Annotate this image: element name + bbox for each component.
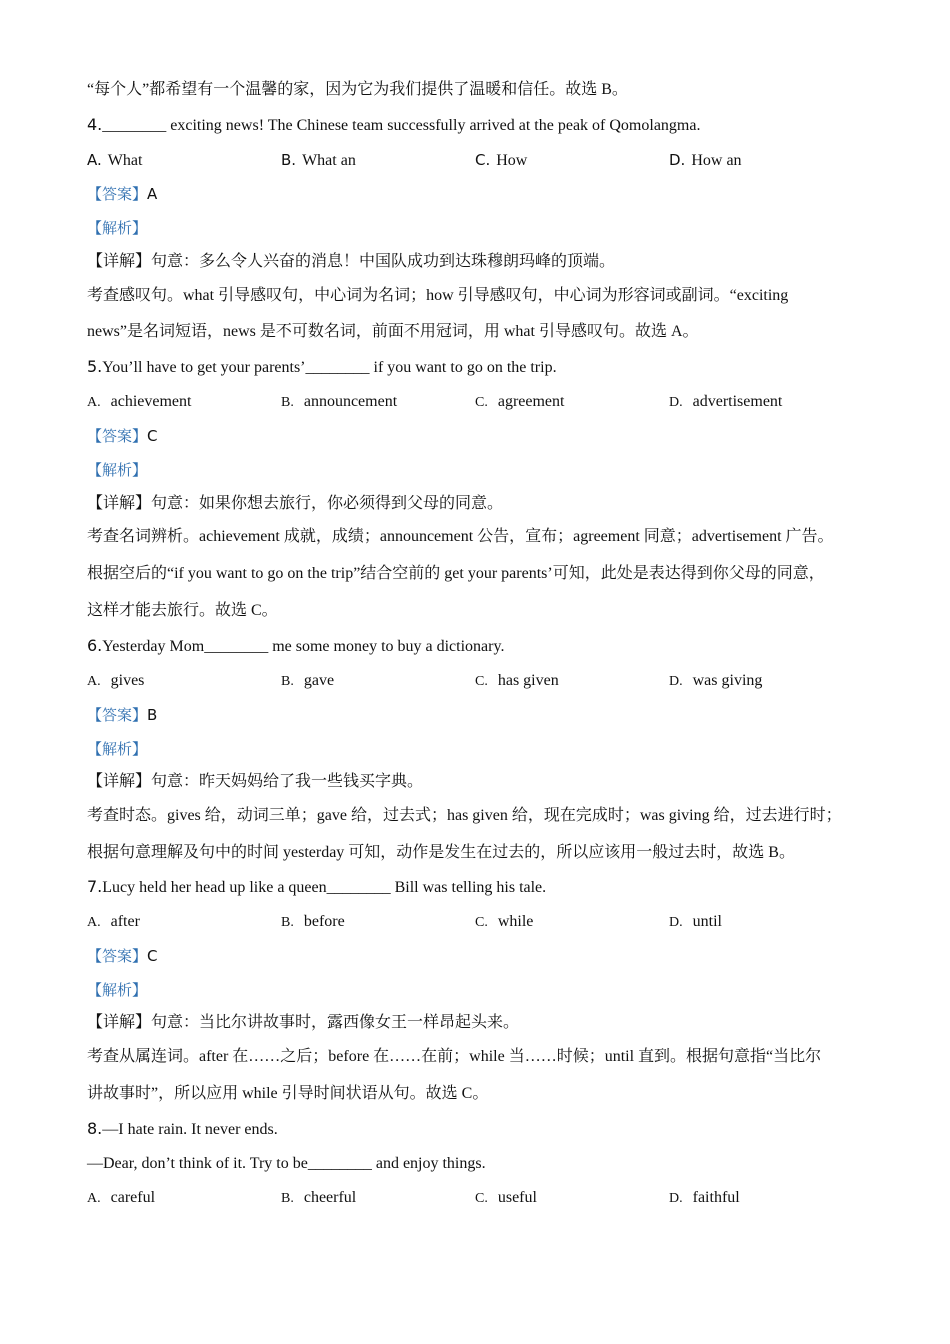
q6-detail: 【详解】句意：昨天妈妈给了我一些钱买字典。 [87, 773, 424, 790]
answer-value: A [147, 185, 158, 203]
q6-explanation-1: 考查时态。gives 给，动词三单；gave 给，过去式；has given 给，现在完成时；was giving 给，过去进行时； [87, 807, 842, 824]
question-8-stem: 8.—I hate rain. It never ends. [87, 1119, 278, 1138]
q4-explanation-1: 考查感叹句。what 引导感叹句，中心词为名词；how 引导感叹句，中心词为形容词或副词。“exciting [87, 287, 789, 304]
q4-explanation-2: news”是名词短语，news 是不可数名词，前面不用冠词，用 what 引导感叹句。故选 A。 [87, 323, 699, 340]
q6-option-c: C. has given [475, 672, 559, 689]
q5-detail: 【详解】句意：如果你想去旅行，你必须得到父母的同意。 [87, 495, 504, 512]
q8-option-a: A. careful [87, 1189, 156, 1206]
q5-explanation-2: 根据空后的“if you want to go on the trip”结合空前的 get your parents’可知，此处是表达得到你父母的同意， [87, 565, 825, 582]
q5-option-c: C. agreement [475, 393, 565, 410]
q7-detail: 【详解】句意：当比尔讲故事时，露西像女王一样昂起头来。 [87, 1014, 520, 1031]
question-5-stem: 5.You’ll have to get your parents’________ if you want to go on the trip. [87, 357, 557, 376]
q4-option-b: B. What an [281, 151, 356, 169]
q4-option-a: A. What [87, 151, 143, 169]
intro-line: “每个人”都希望有一个温馨的家，因为它为我们提供了温暖和信任。故选 B。 [87, 81, 628, 98]
q6-answer: 【答案】B [87, 706, 158, 724]
q7-option-c: C. while [475, 913, 534, 930]
question-text: ________ exciting news! The Chinese team successfully arrived at the peak of Qomolangma. [102, 117, 701, 134]
q5-option-a: A. achievement [87, 393, 192, 410]
question-7-stem: 7.Lucy held her head up like a queen________ Bill was telling his tale. [87, 877, 547, 896]
q4-answer [87, 184, 157, 205]
q6-option-a: A. gives [87, 672, 145, 689]
answer-label: 【答案】 [87, 185, 148, 203]
q6-analysis: 【解析】 [87, 740, 148, 758]
q8-option-d: D. faithful [669, 1189, 740, 1206]
q7-option-a: A. after [87, 913, 140, 930]
q4-option-d: D. How an [669, 151, 742, 169]
q7-option-b: B. before [281, 913, 345, 930]
q7-analysis: 【解析】 [87, 981, 148, 999]
q5-option-d: D. advertisement [669, 393, 783, 410]
q4-detail: 【详解】句意：多么令人兴奋的消息！中国队成功到达珠穆朗玛峰的顶端。 [87, 253, 616, 270]
q4-option-c: C. How [475, 151, 528, 169]
q6-explanation-2: 根据句意理解及句中的时间 yesterday 可知，动作是发生在过去的，所以应该用一般过去时，故选 B。 [87, 844, 795, 861]
q6-option-d: D. was giving [669, 672, 763, 689]
q5-option-b: B. announcement [281, 393, 398, 410]
q7-answer: 【答案】C [87, 947, 158, 965]
q5-analysis: 【解析】 [87, 461, 148, 479]
q5-explanation-1: 考查名词辨析。achievement 成就，成绩；announcement 公告，宣布；agreement 同意；advertisement 广告。 [87, 528, 834, 545]
q7-explanation-2: 讲故事时”，所以应用 while 引导时间状语从句。故选 C。 [87, 1085, 489, 1102]
q5-answer: 【答案】C [87, 427, 158, 445]
question-number: 4. [87, 115, 103, 134]
q5-explanation-3: 这样才能去旅行。故选 C。 [87, 602, 278, 619]
q8-option-c: C. useful [475, 1189, 537, 1206]
question-6-stem: 6.Yesterday Mom________ me some money to buy a dictionary. [87, 636, 505, 655]
detail-label: 【详解】 [87, 253, 152, 270]
q6-option-b: B. gave [281, 672, 335, 689]
q4-analysis: 【解析】 [87, 219, 148, 237]
q8-option-b: B. cheerful [281, 1189, 357, 1206]
question-8-stem-2: —Dear, don’t think of it. Try to be________ and enjoy things. [87, 1155, 486, 1172]
question-4-stem [87, 115, 700, 136]
q7-explanation-1: 考查从属连词。after 在……之后；before 在……在前；while 当……时候；until 直到。根据句意指“当比尔 [87, 1048, 822, 1065]
q7-option-d: D. until [669, 913, 722, 930]
